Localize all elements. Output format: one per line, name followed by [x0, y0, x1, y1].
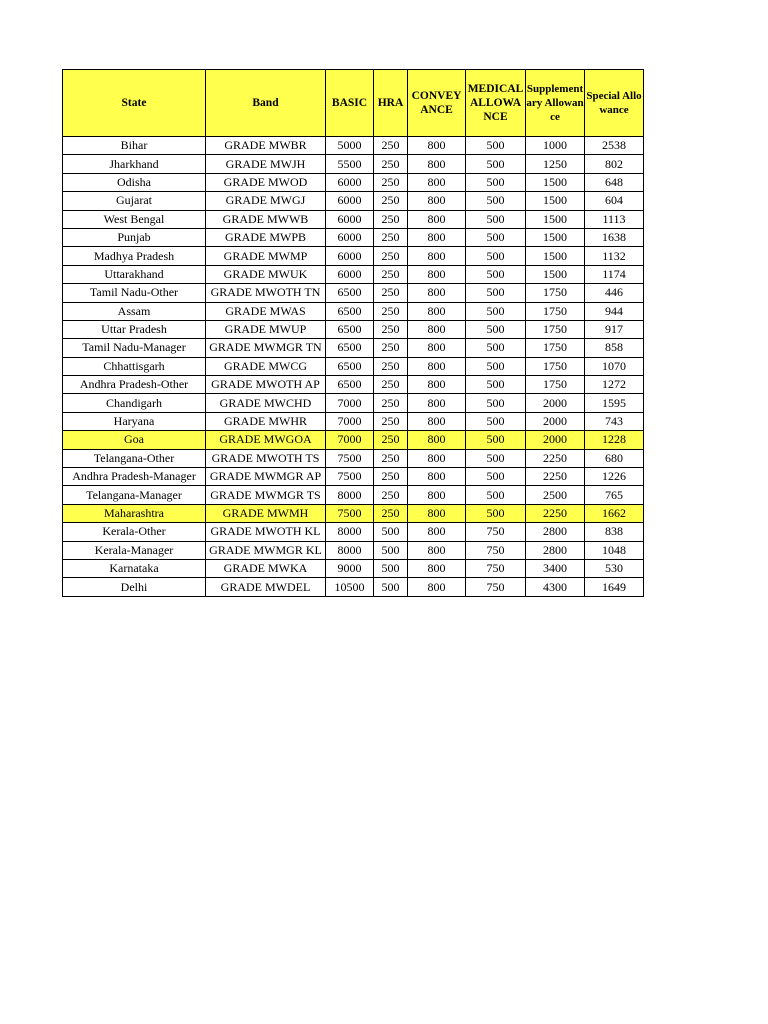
- cell-hra[interactable]: 250: [374, 210, 408, 228]
- table-row: [63, 339, 644, 357]
- cell-special[interactable]: 680: [585, 449, 644, 467]
- cell-hra[interactable]: 250: [374, 137, 408, 155]
- cell-basic[interactable]: 6500: [326, 357, 374, 375]
- cell-medical[interactable]: 500: [466, 265, 526, 283]
- cell-basic[interactable]: 6000: [326, 265, 374, 283]
- cell-conveyance[interactable]: 800: [408, 339, 466, 357]
- cell-basic[interactable]: 7000: [326, 431, 374, 449]
- cell-hra[interactable]: 250: [374, 449, 408, 467]
- cell-hra[interactable]: 250: [374, 394, 408, 412]
- cell-medical[interactable]: 750: [466, 541, 526, 559]
- cell-medical[interactable]: 500: [466, 504, 526, 522]
- cell-supplementary[interactable]: 1750: [526, 376, 585, 394]
- cell-special[interactable]: 1638: [585, 228, 644, 246]
- cell-band[interactable]: GRADE MWOTH AP: [206, 376, 326, 394]
- table-row: [63, 357, 644, 375]
- cell-state[interactable]: Tamil Nadu-Manager: [63, 339, 206, 357]
- table-row: [63, 486, 644, 504]
- cell-conveyance[interactable]: 800: [408, 504, 466, 522]
- table-row: [63, 523, 644, 541]
- cell-special[interactable]: 604: [585, 192, 644, 210]
- cell-basic[interactable]: 8000: [326, 541, 374, 559]
- cell-basic[interactable]: 6500: [326, 302, 374, 320]
- cell-special[interactable]: 1272: [585, 376, 644, 394]
- cell-conveyance[interactable]: 800: [408, 394, 466, 412]
- table-row: [63, 247, 644, 265]
- cell-state[interactable]: Odisha: [63, 173, 206, 191]
- cell-state[interactable]: Haryana: [63, 412, 206, 430]
- cell-medical[interactable]: 500: [466, 376, 526, 394]
- cell-band[interactable]: GRADE MWMGR TS: [206, 486, 326, 504]
- cell-special[interactable]: 838: [585, 523, 644, 541]
- cell-special[interactable]: 1132: [585, 247, 644, 265]
- cell-special[interactable]: 1113: [585, 210, 644, 228]
- table-row: [63, 578, 644, 596]
- cell-conveyance[interactable]: 800: [408, 247, 466, 265]
- cell-state[interactable]: Chandigarh: [63, 394, 206, 412]
- cell-medical[interactable]: 500: [466, 284, 526, 302]
- cell-state[interactable]: Andhra Pradesh-Other: [63, 376, 206, 394]
- cell-hra[interactable]: 250: [374, 173, 408, 191]
- cell-conveyance[interactable]: 800: [408, 320, 466, 338]
- cell-band[interactable]: GRADE MWCG: [206, 357, 326, 375]
- cell-band[interactable]: GRADE MWMGR AP: [206, 468, 326, 486]
- cell-medical[interactable]: 500: [466, 302, 526, 320]
- cell-state[interactable]: Telangana-Other: [63, 449, 206, 467]
- cell-band[interactable]: GRADE MWGOA: [206, 431, 326, 449]
- cell-supplementary[interactable]: 1250: [526, 155, 585, 173]
- cell-special[interactable]: 1048: [585, 541, 644, 559]
- cell-state[interactable]: Uttar Pradesh: [63, 320, 206, 338]
- cell-special[interactable]: 858: [585, 339, 644, 357]
- cell-band[interactable]: GRADE MWOTH TN: [206, 284, 326, 302]
- cell-supplementary[interactable]: 2250: [526, 468, 585, 486]
- table-row: [63, 155, 644, 173]
- cell-supplementary[interactable]: 2000: [526, 431, 585, 449]
- cell-special[interactable]: 1174: [585, 265, 644, 283]
- cell-state[interactable]: Tamil Nadu-Other: [63, 284, 206, 302]
- cell-supplementary[interactable]: 2800: [526, 541, 585, 559]
- cell-medical[interactable]: 500: [466, 173, 526, 191]
- cell-conveyance[interactable]: 800: [408, 468, 466, 486]
- cell-state[interactable]: Assam: [63, 302, 206, 320]
- cell-basic[interactable]: 8000: [326, 486, 374, 504]
- cell-medical[interactable]: 500: [466, 247, 526, 265]
- cell-state[interactable]: Gujarat: [63, 192, 206, 210]
- cell-medical[interactable]: 500: [466, 339, 526, 357]
- cell-hra[interactable]: 250: [374, 431, 408, 449]
- cell-special[interactable]: 530: [585, 559, 644, 577]
- cell-band[interactable]: GRADE MWMH: [206, 504, 326, 522]
- cell-hra[interactable]: 250: [374, 228, 408, 246]
- cell-band[interactable]: GRADE MWKA: [206, 559, 326, 577]
- cell-supplementary[interactable]: 3400: [526, 559, 585, 577]
- cell-supplementary[interactable]: 1500: [526, 192, 585, 210]
- cell-special[interactable]: 802: [585, 155, 644, 173]
- cell-special[interactable]: 1226: [585, 468, 644, 486]
- cell-conveyance[interactable]: 800: [408, 523, 466, 541]
- cell-band[interactable]: GRADE MWDEL: [206, 578, 326, 596]
- cell-supplementary[interactable]: 1500: [526, 247, 585, 265]
- header-band[interactable]: Band: [206, 70, 326, 137]
- cell-supplementary[interactable]: 2000: [526, 412, 585, 430]
- cell-medical[interactable]: 500: [466, 357, 526, 375]
- cell-medical[interactable]: 500: [466, 449, 526, 467]
- cell-supplementary[interactable]: 2250: [526, 504, 585, 522]
- cell-conveyance[interactable]: 800: [408, 137, 466, 155]
- table-row: [63, 468, 644, 486]
- cell-band[interactable]: GRADE MWJH: [206, 155, 326, 173]
- cell-state[interactable]: Goa: [63, 431, 206, 449]
- cell-state[interactable]: Chhattisgarh: [63, 357, 206, 375]
- cell-special[interactable]: 765: [585, 486, 644, 504]
- cell-conveyance[interactable]: 800: [408, 173, 466, 191]
- header-supplementary-allowance[interactable]: Supplementary Allowance: [526, 70, 585, 137]
- cell-basic[interactable]: 7500: [326, 468, 374, 486]
- cell-basic[interactable]: 7000: [326, 412, 374, 430]
- cell-special[interactable]: 743: [585, 412, 644, 430]
- cell-basic[interactable]: 5500: [326, 155, 374, 173]
- cell-medical[interactable]: 500: [466, 155, 526, 173]
- cell-conveyance[interactable]: 800: [408, 412, 466, 430]
- cell-hra[interactable]: 250: [374, 302, 408, 320]
- cell-medical[interactable]: 500: [466, 320, 526, 338]
- cell-special[interactable]: 1595: [585, 394, 644, 412]
- cell-hra[interactable]: 250: [374, 284, 408, 302]
- cell-state[interactable]: Maharashtra: [63, 504, 206, 522]
- cell-medical[interactable]: 750: [466, 523, 526, 541]
- cell-hra[interactable]: 250: [374, 486, 408, 504]
- header-medical-allowance[interactable]: MEDICAL ALLOWANCE: [466, 70, 526, 137]
- cell-state[interactable]: West Bengal: [63, 210, 206, 228]
- cell-special[interactable]: 2538: [585, 137, 644, 155]
- cell-hra[interactable]: 250: [374, 412, 408, 430]
- cell-supplementary[interactable]: 1750: [526, 302, 585, 320]
- cell-special[interactable]: 1662: [585, 504, 644, 522]
- table-row: [63, 137, 644, 155]
- cell-basic[interactable]: 6000: [326, 228, 374, 246]
- table-row: [63, 173, 644, 191]
- cell-state[interactable]: Delhi: [63, 578, 206, 596]
- cell-supplementary[interactable]: 2500: [526, 486, 585, 504]
- table-row: [63, 320, 644, 338]
- cell-conveyance[interactable]: 800: [408, 449, 466, 467]
- cell-band[interactable]: GRADE MWOTH KL: [206, 523, 326, 541]
- cell-band[interactable]: GRADE MWGJ: [206, 192, 326, 210]
- cell-band[interactable]: GRADE MWWB: [206, 210, 326, 228]
- table-body: [63, 137, 644, 597]
- cell-hra[interactable]: 250: [374, 192, 408, 210]
- cell-hra[interactable]: 500: [374, 559, 408, 577]
- cell-special[interactable]: 648: [585, 173, 644, 191]
- table-row: [63, 228, 644, 246]
- cell-supplementary[interactable]: 1750: [526, 339, 585, 357]
- cell-medical[interactable]: 500: [466, 431, 526, 449]
- cell-hra[interactable]: 250: [374, 339, 408, 357]
- cell-basic[interactable]: 6500: [326, 284, 374, 302]
- cell-hra[interactable]: 250: [374, 357, 408, 375]
- cell-conveyance[interactable]: 800: [408, 559, 466, 577]
- cell-basic[interactable]: 5000: [326, 137, 374, 155]
- cell-band[interactable]: GRADE MWMGR TN: [206, 339, 326, 357]
- cell-supplementary[interactable]: 1500: [526, 265, 585, 283]
- header-row: [63, 70, 644, 137]
- cell-basic[interactable]: 6500: [326, 339, 374, 357]
- header-conveyance[interactable]: CONVEYANCE: [408, 70, 466, 137]
- cell-supplementary[interactable]: 2800: [526, 523, 585, 541]
- table-row: [63, 210, 644, 228]
- cell-hra[interactable]: 250: [374, 468, 408, 486]
- cell-basic[interactable]: 8000: [326, 523, 374, 541]
- cell-state[interactable]: Jharkhand: [63, 155, 206, 173]
- table-row: [63, 504, 644, 522]
- cell-band[interactable]: GRADE MWMP: [206, 247, 326, 265]
- cell-conveyance[interactable]: 800: [408, 155, 466, 173]
- cell-hra[interactable]: 250: [374, 265, 408, 283]
- cell-hra[interactable]: 500: [374, 523, 408, 541]
- cell-basic[interactable]: 6500: [326, 320, 374, 338]
- cell-medical[interactable]: 500: [466, 228, 526, 246]
- cell-basic[interactable]: 6000: [326, 247, 374, 265]
- cell-special[interactable]: 1649: [585, 578, 644, 596]
- cell-basic[interactable]: 6000: [326, 173, 374, 191]
- cell-medical[interactable]: 500: [466, 137, 526, 155]
- cell-supplementary[interactable]: 1500: [526, 173, 585, 191]
- cell-special[interactable]: 446: [585, 284, 644, 302]
- cell-band[interactable]: GRADE MWPB: [206, 228, 326, 246]
- cell-state[interactable]: Punjab: [63, 228, 206, 246]
- cell-conveyance[interactable]: 800: [408, 357, 466, 375]
- salary-table: [62, 69, 644, 597]
- header-hra[interactable]: HRA: [374, 70, 408, 137]
- table-row: [63, 302, 644, 320]
- cell-medical[interactable]: 500: [466, 412, 526, 430]
- cell-band[interactable]: GRADE MWMGR KL: [206, 541, 326, 559]
- cell-special[interactable]: 1070: [585, 357, 644, 375]
- table-row: [63, 541, 644, 559]
- cell-medical[interactable]: 750: [466, 559, 526, 577]
- cell-special[interactable]: 944: [585, 302, 644, 320]
- cell-state[interactable]: Andhra Pradesh-Manager: [63, 468, 206, 486]
- header-basic[interactable]: BASIC: [326, 70, 374, 137]
- cell-state[interactable]: Kerala-Manager: [63, 541, 206, 559]
- cell-medical[interactable]: 500: [466, 394, 526, 412]
- cell-supplementary[interactable]: 1750: [526, 320, 585, 338]
- cell-supplementary[interactable]: 1500: [526, 228, 585, 246]
- cell-basic[interactable]: 7500: [326, 449, 374, 467]
- cell-basic[interactable]: 7500: [326, 504, 374, 522]
- cell-special[interactable]: 1228: [585, 431, 644, 449]
- table-row: [63, 394, 644, 412]
- cell-basic[interactable]: 6000: [326, 192, 374, 210]
- cell-conveyance[interactable]: 800: [408, 192, 466, 210]
- table-row: [63, 284, 644, 302]
- table-row: [63, 412, 644, 430]
- cell-hra[interactable]: 500: [374, 578, 408, 596]
- cell-conveyance[interactable]: 800: [408, 228, 466, 246]
- cell-basic[interactable]: 7000: [326, 394, 374, 412]
- cell-state[interactable]: Madhya Pradesh: [63, 247, 206, 265]
- cell-state[interactable]: Uttarakhand: [63, 265, 206, 283]
- cell-medical[interactable]: 500: [466, 468, 526, 486]
- table-row: [63, 265, 644, 283]
- cell-medical[interactable]: 750: [466, 578, 526, 596]
- cell-band[interactable]: GRADE MWBR: [206, 137, 326, 155]
- cell-state[interactable]: Bihar: [63, 137, 206, 155]
- cell-hra[interactable]: 500: [374, 541, 408, 559]
- cell-supplementary[interactable]: 1500: [526, 210, 585, 228]
- cell-hra[interactable]: 250: [374, 320, 408, 338]
- table-row: [63, 431, 644, 449]
- cell-supplementary[interactable]: 2000: [526, 394, 585, 412]
- table-row: [63, 376, 644, 394]
- cell-basic[interactable]: 10500: [326, 578, 374, 596]
- cell-hra[interactable]: 250: [374, 155, 408, 173]
- cell-medical[interactable]: 500: [466, 486, 526, 504]
- cell-special[interactable]: 917: [585, 320, 644, 338]
- cell-supplementary[interactable]: 2250: [526, 449, 585, 467]
- cell-hra[interactable]: 250: [374, 376, 408, 394]
- cell-conveyance[interactable]: 800: [408, 302, 466, 320]
- cell-band[interactable]: GRADE MWUP: [206, 320, 326, 338]
- cell-band[interactable]: GRADE MWOD: [206, 173, 326, 191]
- cell-band[interactable]: GRADE MWAS: [206, 302, 326, 320]
- cell-supplementary[interactable]: 1000: [526, 137, 585, 155]
- cell-supplementary[interactable]: 1750: [526, 284, 585, 302]
- cell-state[interactable]: Telangana-Manager: [63, 486, 206, 504]
- cell-conveyance[interactable]: 800: [408, 578, 466, 596]
- cell-conveyance[interactable]: 800: [408, 284, 466, 302]
- cell-band[interactable]: GRADE MWCHD: [206, 394, 326, 412]
- cell-medical[interactable]: 500: [466, 192, 526, 210]
- cell-state[interactable]: Kerala-Other: [63, 523, 206, 541]
- cell-medical[interactable]: 500: [466, 210, 526, 228]
- cell-band[interactable]: GRADE MWUK: [206, 265, 326, 283]
- cell-conveyance[interactable]: 800: [408, 541, 466, 559]
- cell-band[interactable]: GRADE MWHR: [206, 412, 326, 430]
- cell-conveyance[interactable]: 800: [408, 210, 466, 228]
- cell-conveyance[interactable]: 800: [408, 376, 466, 394]
- table-row: [63, 449, 644, 467]
- table-row: [63, 559, 644, 577]
- cell-state[interactable]: Karnataka: [63, 559, 206, 577]
- header-special-allowance[interactable]: Special Allowance: [585, 70, 644, 137]
- cell-supplementary[interactable]: 1750: [526, 357, 585, 375]
- cell-hra[interactable]: 250: [374, 504, 408, 522]
- cell-band[interactable]: GRADE MWOTH TS: [206, 449, 326, 467]
- cell-basic[interactable]: 9000: [326, 559, 374, 577]
- cell-conveyance[interactable]: 800: [408, 486, 466, 504]
- cell-basic[interactable]: 6000: [326, 210, 374, 228]
- cell-basic[interactable]: 6500: [326, 376, 374, 394]
- header-state[interactable]: State: [63, 70, 206, 137]
- table-row: [63, 192, 644, 210]
- cell-hra[interactable]: 250: [374, 247, 408, 265]
- cell-conveyance[interactable]: 800: [408, 431, 466, 449]
- cell-conveyance[interactable]: 800: [408, 265, 466, 283]
- cell-supplementary[interactable]: 4300: [526, 578, 585, 596]
